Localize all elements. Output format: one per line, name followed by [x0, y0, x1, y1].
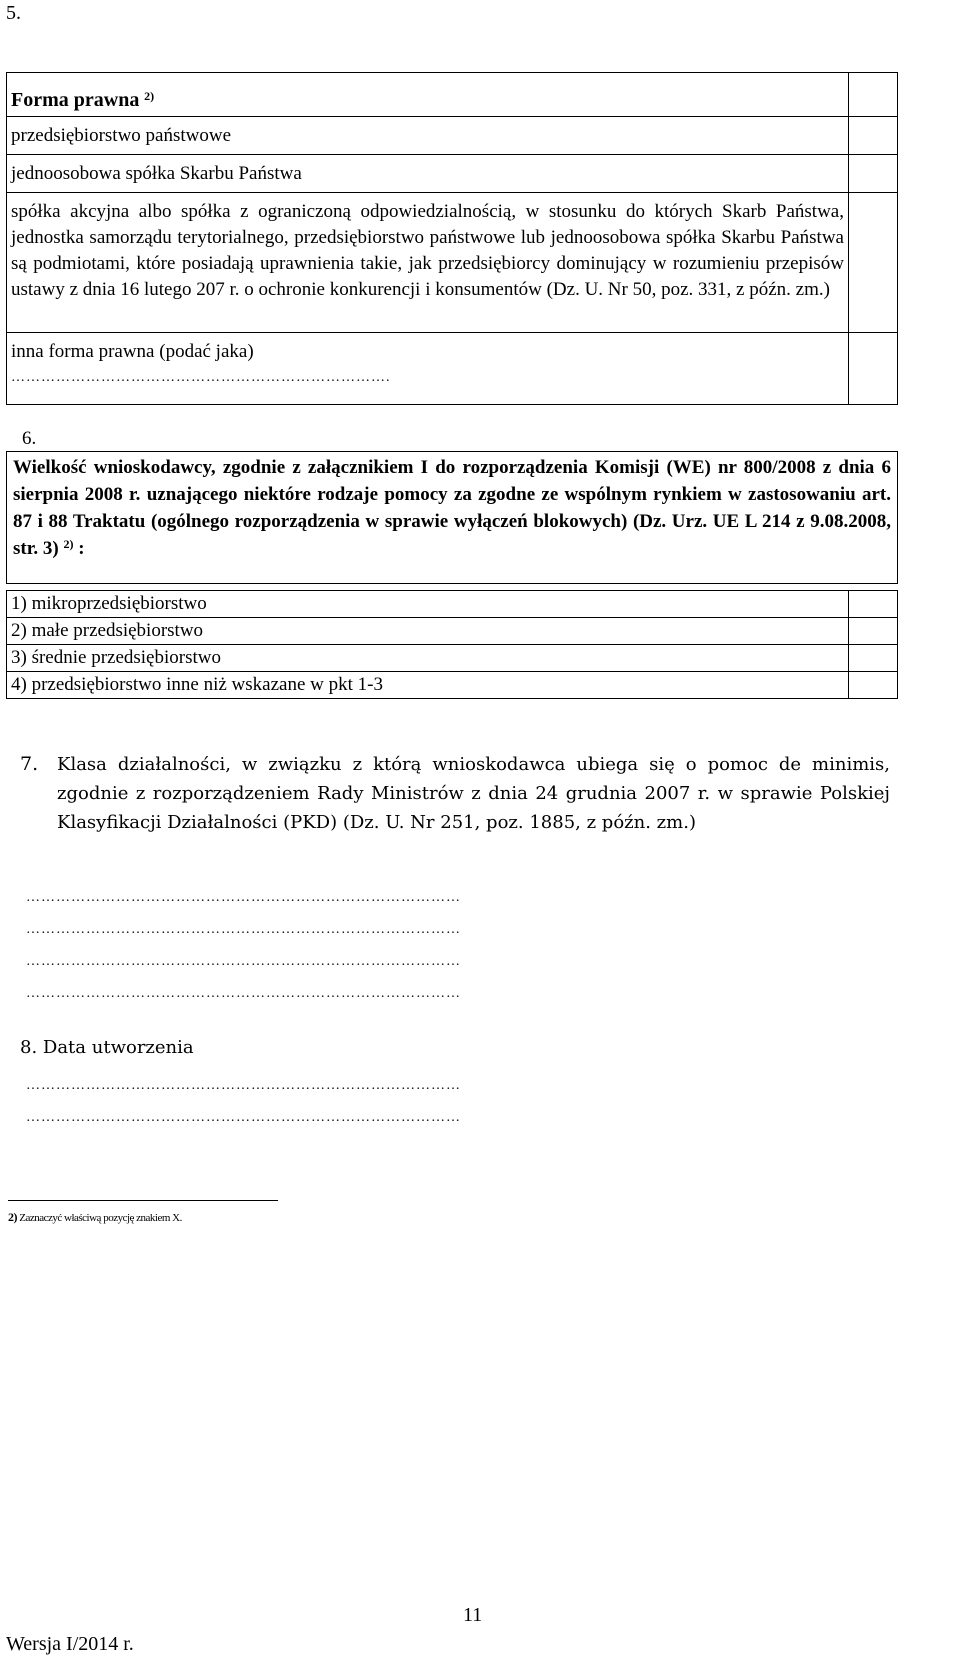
size-option-other: 4) przedsiębiorstwo inne niż wskazane w pkt 1-3 [7, 672, 849, 699]
size-option-medium: 3) średnie przedsiębiorstwo [7, 645, 849, 672]
section6-number: 6. [22, 428, 37, 449]
footnote-text: Zaznaczyć właściwą pozycję znakiem X. [19, 1212, 182, 1224]
creation-date-label: 8. Data utworzenia [20, 1037, 194, 1058]
section7 [20, 750, 890, 837]
checkbox-state-enterprise[interactable] [849, 117, 898, 155]
pkd-class-text: Klasa działalności, w związku z którą wnioskodawca ubiega się o pomoc de minimis, zgodnie z rozporządzeniem Rady Ministrów z dnia 24 grudnia 2007 r. w sprawie Polskiej Klasyfikacji Działalności (PKD) (Dz. U. Nr 251, poz. 1885, z późn. zm.) [57, 754, 890, 833]
checkbox-medium[interactable] [849, 645, 898, 672]
document-version: Wersja I/2014 r. [6, 1633, 134, 1655]
section7-number: 7. [20, 753, 39, 775]
legal-form-title: Forma prawna $^{2)}$ [7, 73, 849, 117]
pkd-class-input-line-2[interactable]: …………………………………………………………………………… [26, 922, 461, 937]
checkbox-joint-stock-company[interactable] [849, 193, 898, 333]
checkbox-micro[interactable] [849, 591, 898, 618]
checkbox-other-size[interactable] [849, 672, 898, 699]
footnote-mark: 2) [8, 1210, 17, 1224]
pkd-class-input-line-3[interactable]: …………………………………………………………………………… [26, 954, 461, 969]
creation-date-input-line-1[interactable]: …………………………………………………………………………… [26, 1078, 461, 1093]
legal-form-option-1: przedsiębiorstwo państwowe [7, 117, 849, 155]
legal-form-option-3: spółka akcyjna albo spółka z ograniczoną odpowiedzialnością, w stosunku do których Skarb Państwa, jednostka samorządu terytorialnego, przedsiębiorstwo państwowe lub jednoosobowa spółka Skarbu Państwa są podmiotami, które posiadają uprawnienia takie, jak przedsiębiorcy dominujący w rozumieniu przepisów ustawy z dnia 16 lutego 207 r. o ochronie konkurencji i konsumentów (Dz. U. Nr 50, poz. 331, z późn. zm.) [7, 193, 849, 333]
footnote-divider [8, 1200, 278, 1201]
company-size-table [6, 590, 898, 699]
legal-form-option-2: jednoosobowa spółka Skarbu Państwa [7, 155, 849, 193]
legal-form-table [6, 72, 898, 405]
checkbox-sole-treasury-company[interactable] [849, 155, 898, 193]
checkbox-small[interactable] [849, 618, 898, 645]
footnote [8, 1210, 182, 1225]
section5-number: 5. [6, 2, 21, 24]
size-option-micro: 1) mikroprzedsiębiorstwo [7, 591, 849, 618]
pkd-class-input-line-4[interactable]: …………………………………………………………………………… [26, 986, 461, 1001]
legal-form-other-label: inna forma prawna (podać jaka) [11, 341, 254, 362]
legal-form-title-box [849, 73, 898, 117]
company-size-heading: Wielkość wnioskodawcy, zgodnie z załącznikiem I do rozporządzenia Komisji (WE) nr 800/2008 z dnia 6 sierpnia 2008 r. uznającego niektóre rodzaje pomocy za zgodne ze wspólnym rynkiem w zastosowaniu art. 87 i 88 Traktatu (ogólnego rozporządzenia w sprawie wyłączeń blokowych) (Dz. Urz. UE L 214 z 9.08.2008, str. 3) $^{2)}$ : [6, 451, 898, 584]
checkbox-other-form[interactable] [849, 333, 898, 405]
creation-date-input-line-2[interactable]: …………………………………………………………………………… [26, 1110, 461, 1125]
pkd-class-input-line-1[interactable]: …………………………………………………………………………… [26, 890, 461, 905]
size-option-small: 2) małe przedsiębiorstwo [7, 618, 849, 645]
page-number: 11 [463, 1604, 483, 1626]
legal-form-option-4 [7, 333, 849, 405]
legal-form-other-input[interactable]: …………………………………………………………………. [11, 370, 391, 385]
